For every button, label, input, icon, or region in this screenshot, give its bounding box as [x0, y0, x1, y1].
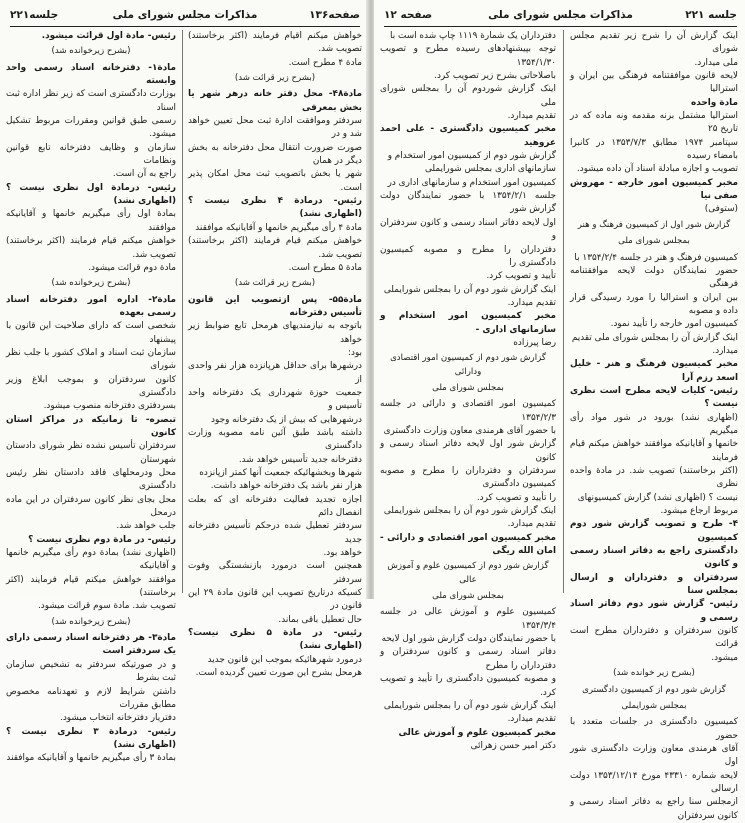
speaker-line: مخبر کمیسیون امور اقتصادی و دارائی - امان الله ریگی	[380, 532, 556, 557]
text-line: سازمان ثبت اسناد و املاک کشور با جلب نظر شورای	[6, 347, 176, 372]
text-line: آقای هرمندی معاون وزارت دادگستری شور اول	[570, 743, 738, 768]
text-line: تقدیم میدارد.	[507, 714, 556, 725]
text-line: کانون سردفتران و بموجب ابلاغ وزیر دادگستری	[6, 374, 176, 398]
section-heading: گزارش شور اول از کمیسیون فرهنگ و هنر	[577, 219, 731, 230]
text-line: لایحه شماره ۴۳۳۱۰ مورخ ۱۳۵۳/۱۲/۱۴ دولت ارسالی	[570, 770, 739, 794]
right-page-number: صفحه ۱۲	[384, 9, 433, 21]
text-line: اینک گزارش شور دوم آن را بمجلس شورایملی	[383, 284, 556, 295]
speaker-line: رئیس- درمادة ۴ نظری نیست ؟ (اظهاری نشد)	[188, 196, 363, 220]
text-line: سازمان و وظایف دفترخانه تابع قوانین ونظامات	[6, 142, 176, 167]
right-column-divider	[563, 30, 564, 593]
left-page-outer-column	[188, 30, 363, 679]
speaker-line: مخبر کمیسیون امور استخدام و سازمانهای اداری -	[380, 311, 556, 335]
text-line: سازمانهای اداری بمجلس شورایملی	[425, 164, 556, 175]
text-line: دفترداران یک شمارة ۱۱۱۹ چاپ شده است با	[390, 31, 556, 41]
speaker-line: رئیس- درمادة اول نظری نیست ؟ (اظهاری نشد)	[6, 182, 176, 207]
section-heading: (بشرح زیر قرائت شد)	[234, 278, 316, 289]
text-line: کمیسیون امور خارجه را تأیید نمود.	[610, 319, 738, 330]
text-line: کسیکه درتاریخ تصویب این قانون مادة ۲۹ این قانون در	[188, 588, 362, 612]
text-line: میشود.	[711, 652, 738, 663]
text-line: اینک گزارش شور دوم آن را بمجلس شورایملی	[383, 506, 556, 517]
section-heading: (بشرح زیرخوانده شد)	[51, 46, 131, 57]
text-line: کمیسیون علوم و آموزش عالی در جلسه ۱۳۵۴/۳/۴	[380, 607, 556, 631]
text-line: مادة ۴ رأی میگیریم خانمها و آقایانیکه موافقند	[195, 222, 362, 233]
text-line: با حضور آقای هرمندی معاون وزارت دادگستری	[383, 425, 556, 436]
text-line: (اکثر برخاستند) تصویب شد. در مادة واحده نظری	[570, 466, 738, 490]
text-line: داشته باشد طبق آئین نامه مصوبه وزارت دادگستری	[188, 427, 362, 452]
text-line: را تأیید و تصویب کرد.	[476, 492, 556, 503]
speaker-line: رئیس- مادة اول قرائت میشود.	[41, 31, 176, 41]
section-heading: بمجلس شورای ملی	[432, 382, 504, 393]
text-line: (اظهاری نشد) بمادة دوم رأی میگیریم خانمها و آقایانیکه	[6, 548, 176, 572]
right-page-title: مذاکرات مجلس شورای ملی	[488, 9, 633, 21]
text-line: تقدیم میدارد.	[507, 297, 556, 308]
text-line: جلسه ۱۳۵۴/۲/۱ با حضور نمایندگان دولت گزارش شور	[380, 191, 556, 215]
text-line: میدارد.	[712, 345, 738, 356]
text-line: تصویب و اجازه مبادلة اسناد آن داده میشود.	[576, 164, 738, 175]
left-page-title: مذاکرات مجلس شورای ملی	[112, 9, 258, 21]
text-line: سردفتر وموافقت ادارة ثبت محل تعیین خواهد شد و در	[188, 116, 362, 140]
section-heading: گزارش شور دوم از کمیسیون علوم و آموزش عالی	[387, 561, 549, 585]
text-line: (اظهاری نشد) بورود در شور مواد رأی میگیریم	[570, 412, 738, 436]
text-line: حضور نمایندگان دولت لایحه موافقتنامه فرهنگی	[570, 265, 738, 290]
text-line: و مصوبه کمیسیون دادگستری را تأیید و تصویب کرد.	[380, 674, 556, 698]
speaker-line: مادة۲- اداره امور دفترخانه اسناد رسمی بعهده	[6, 294, 176, 318]
speaker-line: سردفتران و دفترداران و ارسال بمجلس سنا	[570, 572, 738, 597]
text-line: باصلاحاتی بشرح زیر تصویب کرد.	[434, 71, 556, 82]
text-line: (ستوفی)	[704, 204, 738, 215]
text-line: جلب خواهد شد.	[116, 521, 176, 532]
speaker-line: ۴- طرح و تصویب گزارش شور دوم کمیسیون	[570, 519, 738, 543]
text-line: هرمحل بشرح این صورت تعیین گردیده است.	[195, 668, 362, 679]
speaker-line: مادة۴۸- محل دفتر خانه درهر شهر یا بخش بمعرفی	[188, 89, 362, 113]
text-line: جمعیت حوزة شهرداری یک دفترخانه واحد تأسیس و	[188, 387, 362, 412]
speaker-line: مخبر کمیسیون فرهنگ و هنر - خلیل اسعد رزم آرا	[570, 359, 738, 383]
text-line: لایحه قانون موافقتنامه فرهنگی بین ایران و استرالیا	[570, 71, 738, 95]
right-page-outer-column	[570, 30, 739, 821]
text-line: دفاتر اسناد رسمی و کانون سردفتران و دفترداران را مطرح	[380, 647, 556, 671]
text-line: مادة دوم قرائت میشود.	[88, 262, 176, 273]
text-line: شخصی است که دارای صلاحیت این قانون با پیشنهاد	[6, 321, 176, 345]
speaker-line: رئیس- در مادة دوم نظری نیست ؟	[28, 534, 176, 545]
right-page	[374, 0, 745, 821]
text-line: سپتامبر ۱۹۷۴ مطابق ۱۳۵۳/۷/۳ در کانبرا بامضاء رسیده	[570, 137, 738, 162]
text-line: مادة ۴ مطرح است.	[288, 57, 362, 68]
text-line: کمیسیون امور اقتصادی و دارائی در جلسه ۱۳۵۴/۲/۳	[380, 399, 556, 423]
speaker-line: مادة۱- دفترخانه اسناد رسمی واحد وابسته	[6, 62, 176, 87]
text-line: خواهش میکنم اقیام فرمایند (اکثر برخاستند) تصویب شد.	[188, 31, 362, 55]
section-heading: بمجلس شورای ملی	[432, 591, 504, 602]
text-line: مادة ۵ مطرح است.	[288, 262, 362, 273]
text-line: اینک گزارش آن را بمجلس شورای ملی تقدیم	[571, 332, 738, 343]
text-line: سردفتران و دفترداران را مطرح و مصوبه کمیسیون دادگستری	[380, 466, 556, 490]
text-line: هزار نفر باشد یک دفترخانه خواهد داشت.	[210, 481, 362, 492]
left-page-inner-column	[6, 30, 176, 764]
text-line: محل ودرمحلهای فاقد دادستان نظر رئیس دادگستری	[6, 468, 176, 492]
text-line: بسردفتری دفترخانه منصوب میشود.	[43, 401, 176, 412]
text-line: شهرها وبخشهائیکه جمعیت آنها کمتر ازپانزده	[199, 468, 362, 478]
section-heading: (بشرح زیرخوانده شد)	[51, 616, 131, 627]
text-line: دفترخانه جدید تأسیس خواهد شد.	[238, 454, 362, 465]
text-line: گزارش شور اول لایحه دفاتر اسناد رسمی و کانون	[380, 439, 556, 463]
text-line: بوزارت دادگستری است که زیر نظر اداره ثبت اسناد	[6, 89, 176, 113]
speaker-line: رئیس- در مادة ۵ نظری نیست؟ (اظهاری نشد)	[188, 628, 362, 652]
text-line: درشهرها برای حداقل هرپانزده هزار نفر واحدی از	[188, 361, 362, 385]
text-line: بود:	[348, 347, 362, 358]
speaker-line: مادة۳- هر دفترخانه اسناد رسمی دارای یک سردفتر است	[6, 633, 176, 657]
text-line: تقدیم میدارد.	[507, 111, 556, 122]
text-line: خواهش میکنم قیام فرمایند (اکثر برخاستند) تصویب شد.	[6, 236, 176, 260]
left-page	[0, 0, 368, 764]
text-line: دفتریار دفترخانه انتخاب میشود.	[60, 713, 176, 724]
speaker-line: مادة واحده	[690, 97, 738, 108]
text-line: رضا پیرزاده	[513, 337, 556, 348]
text-line: ملی میدارد.	[694, 57, 738, 68]
speaker-line: مخبر کمیسیون امور خارجه - مهروش صفی نیا	[570, 177, 738, 202]
text-line: کمیسیون فرهنگ و هنر در جلسه ۱۳۵۴/۲/۴ با	[574, 252, 738, 263]
text-line: بمادة اول رأی میگیریم خانمها و آقایانیکه موافقند	[6, 209, 176, 233]
text-line: سردفتران تأسیس نشده نظر شورای دادستان شهرستان	[6, 441, 176, 465]
text-line: اینک گزارش شور دوم آن را بمجلس شورایملی	[383, 700, 556, 711]
text-line: بمادة ۳ رأی میگیریم خانمها و آقایانیکه موافقند	[6, 753, 176, 764]
section-heading: بمجلس شورایملی	[621, 700, 687, 711]
text-line: همچنین است درمورد بازنشستگی وفوت سردفتر	[188, 561, 362, 585]
section-heading: (بشرح زیر قرائت شد)	[234, 73, 316, 84]
text-line: صورت ضرورت انتقال محل دفترخانه به بخش دیگر در همان	[188, 142, 362, 167]
speaker-line: مخبر کمیسیون علوم و آموزش عالی	[398, 727, 556, 738]
text-line: تقدیم میدارد.	[507, 519, 556, 530]
text-line: حال تعطیل باقی بماند.	[278, 614, 362, 625]
text-line: کانون سردفتران و دفترداران مطرح است قرائت	[570, 626, 738, 650]
speaker-line: دادگستری راجع به دفاتر اسناد رسمی و کانون	[570, 546, 738, 570]
left-column-divider	[182, 30, 183, 593]
section-heading: بمجلس شورای ملی	[618, 236, 690, 247]
text-line: موافقند خواهش میکنم قیام فرمایند (اکثر برخاستند)	[6, 574, 176, 599]
left-session-label: جلسه۲۲۱	[10, 9, 59, 21]
text-line: توجه بپیشنهادهای رسیده مطرح و تصویب ۱۳۵۴/۱/۳۰	[380, 44, 556, 68]
right-page-inner-column	[380, 30, 556, 751]
text-line: بین ایران و استرالیا را مورد رسیدگی قرار داده و مصوبه	[570, 292, 738, 316]
text-line: درمورد شهرهائیکه بموجب این قانون جدید	[207, 654, 362, 665]
text-line: خواهد بود.	[323, 548, 362, 559]
text-line: اول لایحه دفاتر اسناد رسمی و کانون سردفتران و	[380, 217, 556, 242]
text-line: تأیید و تصویب کرد.	[486, 271, 556, 282]
text-line: کمیسیون دادگستری در جلسات متعدد با حضور	[570, 717, 738, 741]
text-line: شهر یا بخش باتصویب ثبت محل امکان پذیر است.	[188, 169, 362, 193]
text-line: استرالیا مشتمل برنه مقدمه ونه ماده که در تاریخ ۲۵	[570, 111, 738, 135]
section-heading: گزارش شور دوم از کمیسیون امور اقتصادی ودارائی	[390, 353, 546, 377]
text-line: نیست ؟ (اظهاری نشد) گزارش کمیسیونهای	[577, 492, 738, 503]
text-line: دکتر امیر حسن زهرائی	[470, 740, 556, 751]
text-line: با حضور نمایندگان دولت گزارش شور اول لایحه	[381, 634, 556, 645]
text-line: مربوط ارجاع میشود.	[660, 506, 738, 517]
text-line: خانمها و آقایانیکه موافقند خواهش میکنم قیام فرمایند	[570, 439, 738, 463]
text-line: خواهش میکنم قیام فرمایند (اکثر برخاستند) تصویب شد.	[188, 236, 362, 260]
left-page-number: صفحه۱۳۶	[309, 9, 360, 21]
right-session-label: جلسه ۲۲۱	[685, 9, 737, 21]
text-line: درشهرهایی که بیش از یک دفترخانه وجود	[211, 414, 362, 425]
text-line: دفترداران را مطرح و مصوبه کمیسیون دادگستری را	[380, 244, 556, 268]
text-line: اینک گزارش آن را شرح زیر تقدیم مجلس شورای	[570, 31, 738, 55]
text-line: باتوجه به نیازمندیهای هرمحل تابع ضوابط زیر خواهد	[188, 321, 362, 345]
text-line: رسمی طبق قوانین ومقررات مربوط تشکیل میشود.	[6, 116, 176, 140]
text-line: ازمجلس سنا راجع به دفاتر اسناد رسمی و کانون سردفتران	[570, 797, 738, 821]
section-heading: (بشرح زیر خوانده شد)	[613, 668, 695, 679]
speaker-line: رئیس- گزارش شور دوم دفاتر اسناد رسمی و	[570, 599, 738, 623]
speaker-line: تبصره- تا زمانیکه در مراکز استان کانون	[6, 414, 176, 438]
speaker-line: مخبر کمیسیون دادگستری - علی احمد عروهید	[380, 124, 556, 148]
text-line: داشتن شرایط لازم و تعهدنامه مخصوص مطابق مقررات	[6, 686, 176, 710]
left-running-head	[10, 4, 360, 27]
section-heading: (بشرح زیرخوانده شد)	[51, 278, 131, 289]
section-heading: گزارش شور دوم از کمیسیون دادگستری	[582, 684, 726, 695]
text-line: کمیسیون امور استخدام و سازمانهای اداری در	[387, 177, 556, 188]
speaker-line: رئیس- کلیات لایحه مطرح است نظری نیست ؟	[570, 385, 738, 410]
text-line: و در صورتیکه سردفتر به تشخیص سازمان ثبت بشرط	[6, 659, 176, 684]
speaker-line: رئیس- درمادة ۳ نظری نیست ؟ (اظهاری نشد)	[6, 726, 176, 750]
text-line: سردفتر تعطیل شده درحکم تأسیس دفترخانه جدید	[188, 521, 362, 545]
right-running-head	[384, 4, 737, 27]
text-line: اینک گزارش شوردوم آن را بمجلس شورای ملی	[380, 84, 556, 108]
text-line: محل بجای نظر کانون سردفتران در این ماده درمحل	[6, 494, 176, 519]
speaker-line: مادة۵۵- پس ازتصویب این قانون تأسیس دفترخانه	[188, 294, 362, 318]
text-line: تصویب شد. مادة سوم قرائت میشود.	[37, 601, 176, 612]
text-line: اجازه تجدید فعالیت دفترخانه ای که بعلت انفصال دائم	[188, 494, 362, 519]
text-line: راجع به آن است.	[112, 169, 176, 180]
text-line: گزارش شور دوم از کمیسیون امور استخدام و	[387, 151, 556, 162]
